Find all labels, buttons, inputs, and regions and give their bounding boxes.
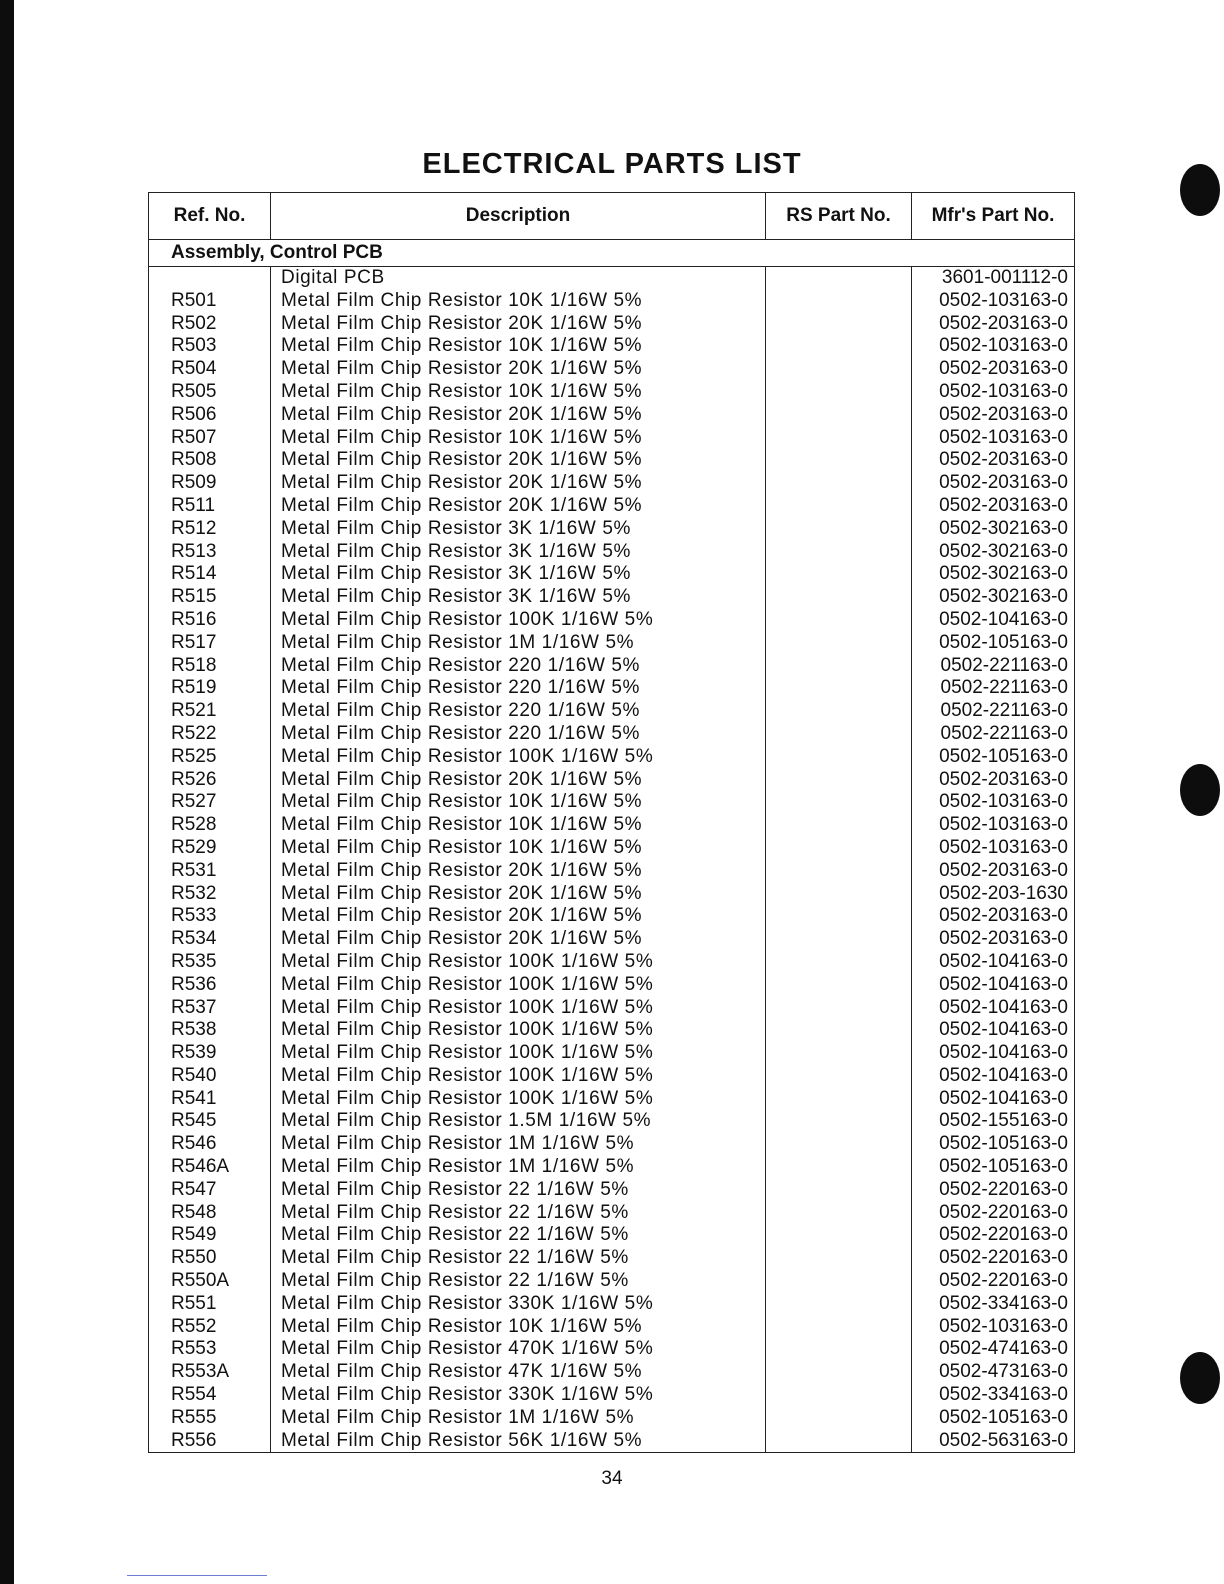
ref-cell: R536: [149, 974, 271, 997]
rs-part-cell: [766, 1293, 912, 1316]
mfr-part-cell: 0502-104163-0: [912, 974, 1075, 997]
scan-edge-bar: [0, 0, 14, 1584]
rs-part-cell: [766, 1361, 912, 1384]
description-cell: Metal Film Chip Resistor 220 1/16W 5%: [271, 700, 766, 723]
page-number: 34: [601, 1468, 623, 1489]
description-cell: Metal Film Chip Resistor 22 1/16W 5%: [271, 1202, 766, 1225]
rs-part-cell: [766, 1384, 912, 1407]
description-cell: Metal Film Chip Resistor 3K 1/16W 5%: [271, 586, 766, 609]
mfr-part-cell: 0502-103163-0: [912, 791, 1075, 814]
rs-part-cell: [766, 632, 912, 655]
part-row: [149, 335, 1075, 358]
part-row: [149, 541, 1075, 564]
description-cell: Metal Film Chip Resistor 3K 1/16W 5%: [271, 518, 766, 541]
part-row: [149, 586, 1075, 609]
part-row: [149, 1156, 1075, 1179]
ref-cell: R525: [149, 746, 271, 769]
description-cell: Metal Film Chip Resistor 100K 1/16W 5%: [271, 1019, 766, 1042]
part-row: [149, 814, 1075, 837]
part-row: [149, 928, 1075, 951]
rs-part-cell: [766, 883, 912, 906]
mfr-part-cell: 0502-220163-0: [912, 1202, 1075, 1225]
rs-part-cell: [766, 290, 912, 313]
mfr-part-cell: 0502-104163-0: [912, 609, 1075, 632]
description-cell: Metal Film Chip Resistor 330K 1/16W 5%: [271, 1293, 766, 1316]
ref-cell: R501: [149, 290, 271, 313]
rs-part-cell: [766, 472, 912, 495]
rs-part-cell: [766, 609, 912, 632]
mfr-part-cell: 0502-105163-0: [912, 1407, 1075, 1430]
description-cell: Metal Film Chip Resistor 100K 1/16W 5%: [271, 1042, 766, 1065]
mfr-part-cell: 0502-203163-0: [912, 449, 1075, 472]
description-cell: Metal Film Chip Resistor 20K 1/16W 5%: [271, 495, 766, 518]
part-row: [149, 1202, 1075, 1225]
description-cell: Metal Film Chip Resistor 1.5M 1/16W 5%: [271, 1110, 766, 1133]
rs-part-cell: [766, 381, 912, 404]
part-row: [149, 495, 1075, 518]
rs-part-cell: [766, 746, 912, 769]
ref-cell: R506: [149, 404, 271, 427]
description-cell: Metal Film Chip Resistor 3K 1/16W 5%: [271, 541, 766, 564]
mfr-part-cell: 0502-221163-0: [912, 723, 1075, 746]
section-row: [149, 240, 1075, 267]
part-row: [149, 1316, 1075, 1339]
rs-part-cell: [766, 860, 912, 883]
mfr-part-cell: 0502-203163-0: [912, 358, 1075, 381]
description-cell: Metal Film Chip Resistor 100K 1/16W 5%: [271, 974, 766, 997]
part-row: [149, 267, 1075, 290]
ref-cell: R537: [149, 997, 271, 1020]
ref-cell: R516: [149, 609, 271, 632]
ref-cell: R554: [149, 1384, 271, 1407]
ref-cell: R515: [149, 586, 271, 609]
rs-part-cell: [766, 1430, 912, 1453]
description-cell: Metal Film Chip Resistor 56K 1/16W 5%: [271, 1430, 766, 1453]
part-row: [149, 313, 1075, 336]
mfr-part-cell: 0502-203163-0: [912, 769, 1075, 792]
mfr-part-cell: 0502-203163-0: [912, 928, 1075, 951]
mfr-part-cell: 0502-220163-0: [912, 1179, 1075, 1202]
description-cell: Metal Film Chip Resistor 22 1/16W 5%: [271, 1224, 766, 1247]
rs-part-cell: [766, 723, 912, 746]
header-row: [149, 193, 1075, 240]
ref-cell: R548: [149, 1202, 271, 1225]
description-cell: Metal Film Chip Resistor 330K 1/16W 5%: [271, 1384, 766, 1407]
rs-part-cell: [766, 404, 912, 427]
part-row: [149, 1338, 1075, 1361]
binder-hole-bottom: [1180, 1352, 1220, 1404]
ref-cell: R534: [149, 928, 271, 951]
mfr-part-cell: 0502-220163-0: [912, 1270, 1075, 1293]
description-cell: Metal Film Chip Resistor 1M 1/16W 5%: [271, 632, 766, 655]
description-cell: Metal Film Chip Resistor 220 1/16W 5%: [271, 723, 766, 746]
mfr-part-cell: 0502-105163-0: [912, 632, 1075, 655]
mfr-part-cell: 0502-105163-0: [912, 1156, 1075, 1179]
part-row: [149, 905, 1075, 928]
part-row: [149, 404, 1075, 427]
mfr-part-cell: 0502-105163-0: [912, 746, 1075, 769]
ref-cell: R508: [149, 449, 271, 472]
mfr-part-cell: 0502-104163-0: [912, 1019, 1075, 1042]
description-cell: Metal Film Chip Resistor 100K 1/16W 5%: [271, 746, 766, 769]
part-row: [149, 518, 1075, 541]
rs-part-cell: [766, 313, 912, 336]
part-row: [149, 1247, 1075, 1270]
mfr-part-cell: 0502-203163-0: [912, 313, 1075, 336]
parts-body: [149, 240, 1075, 1453]
mfr-part-cell: 0502-203-1630: [912, 883, 1075, 906]
ref-cell: R509: [149, 472, 271, 495]
mfr-part-cell: 0502-474163-0: [912, 1338, 1075, 1361]
mfr-part-cell: 0502-473163-0: [912, 1361, 1075, 1384]
rs-part-cell: [766, 1316, 912, 1339]
mfr-part-cell: 0502-334163-0: [912, 1384, 1075, 1407]
ref-cell: R550: [149, 1247, 271, 1270]
mfr-part-cell: 0502-155163-0: [912, 1110, 1075, 1133]
rs-part-cell: [766, 1247, 912, 1270]
rs-part-cell: [766, 655, 912, 678]
rs-part-cell: [766, 1224, 912, 1247]
part-row: [149, 951, 1075, 974]
description-cell: Metal Film Chip Resistor 100K 1/16W 5%: [271, 951, 766, 974]
mfr-part-cell: 0502-221163-0: [912, 700, 1075, 723]
part-row: [149, 997, 1075, 1020]
description-cell: Metal Film Chip Resistor 10K 1/16W 5%: [271, 290, 766, 313]
part-row: [149, 1019, 1075, 1042]
ref-cell: R514: [149, 563, 271, 586]
part-row: [149, 1293, 1075, 1316]
mfr-part-cell: 0502-104163-0: [912, 997, 1075, 1020]
ref-cell: R521: [149, 700, 271, 723]
rs-part-cell: [766, 997, 912, 1020]
part-row: [149, 837, 1075, 860]
part-row: [149, 883, 1075, 906]
rs-part-cell: [766, 1088, 912, 1111]
part-row: [149, 700, 1075, 723]
ref-cell: R546A: [149, 1156, 271, 1179]
part-row: [149, 1042, 1075, 1065]
part-row: [149, 1384, 1075, 1407]
header-description: Description: [271, 193, 766, 240]
ref-cell: R545: [149, 1110, 271, 1133]
rs-part-cell: [766, 700, 912, 723]
ref-cell: R556: [149, 1430, 271, 1453]
description-cell: Metal Film Chip Resistor 10K 1/16W 5%: [271, 335, 766, 358]
mfr-part-cell: 0502-302163-0: [912, 563, 1075, 586]
ref-cell: R528: [149, 814, 271, 837]
part-row: [149, 563, 1075, 586]
ref-cell: R540: [149, 1065, 271, 1088]
rs-part-cell: [766, 951, 912, 974]
part-row: [149, 677, 1075, 700]
part-row: [149, 791, 1075, 814]
mfr-part-cell: 0502-334163-0: [912, 1293, 1075, 1316]
rs-part-cell: [766, 1338, 912, 1361]
description-cell: Metal Film Chip Resistor 1M 1/16W 5%: [271, 1407, 766, 1430]
part-row: [149, 472, 1075, 495]
rs-part-cell: [766, 267, 912, 290]
description-cell: Metal Film Chip Resistor 20K 1/16W 5%: [271, 883, 766, 906]
mfr-part-cell: 0502-203163-0: [912, 495, 1075, 518]
description-cell: Metal Film Chip Resistor 100K 1/16W 5%: [271, 609, 766, 632]
description-cell: Metal Film Chip Resistor 20K 1/16W 5%: [271, 358, 766, 381]
ref-cell: R535: [149, 951, 271, 974]
part-row: [149, 290, 1075, 313]
mfr-part-cell: 0502-103163-0: [912, 290, 1075, 313]
part-row: [149, 358, 1075, 381]
ref-cell: R522: [149, 723, 271, 746]
mfr-part-cell: 0502-104163-0: [912, 951, 1075, 974]
description-cell: Metal Film Chip Resistor 20K 1/16W 5%: [271, 905, 766, 928]
description-cell: Metal Film Chip Resistor 10K 1/16W 5%: [271, 791, 766, 814]
ref-cell: R531: [149, 860, 271, 883]
header-mfr-part-no: Mfr's Part No.: [912, 193, 1075, 240]
ref-cell: R519: [149, 677, 271, 700]
part-row: [149, 1179, 1075, 1202]
rs-part-cell: [766, 1156, 912, 1179]
part-row: [149, 1361, 1075, 1384]
part-row: [149, 632, 1075, 655]
part-row: [149, 1110, 1075, 1133]
mfr-part-cell: 0502-105163-0: [912, 1133, 1075, 1156]
ref-cell: R549: [149, 1224, 271, 1247]
description-cell: Metal Film Chip Resistor 3K 1/16W 5%: [271, 563, 766, 586]
part-row: [149, 1430, 1075, 1453]
header-ref-no: Ref. No.: [149, 193, 271, 240]
mfr-part-cell: 0502-563163-0: [912, 1430, 1075, 1453]
part-row: [149, 1065, 1075, 1088]
mfr-part-cell: 0502-302163-0: [912, 541, 1075, 564]
ref-cell: R551: [149, 1293, 271, 1316]
mfr-part-cell: 0502-302163-0: [912, 586, 1075, 609]
description-cell: Metal Film Chip Resistor 470K 1/16W 5%: [271, 1338, 766, 1361]
rs-part-cell: [766, 928, 912, 951]
ref-cell: R555: [149, 1407, 271, 1430]
description-cell: Metal Film Chip Resistor 100K 1/16W 5%: [271, 997, 766, 1020]
ref-cell: R552: [149, 1316, 271, 1339]
rs-part-cell: [766, 1407, 912, 1430]
description-cell: Metal Film Chip Resistor 1M 1/16W 5%: [271, 1133, 766, 1156]
ref-cell: R550A: [149, 1270, 271, 1293]
mfr-part-cell: 3601-001112-0: [912, 267, 1075, 290]
rs-part-cell: [766, 358, 912, 381]
part-row: [149, 723, 1075, 746]
description-cell: Metal Film Chip Resistor 1M 1/16W 5%: [271, 1156, 766, 1179]
part-row: [149, 746, 1075, 769]
ref-cell: R532: [149, 883, 271, 906]
part-row: [149, 1088, 1075, 1111]
rs-part-cell: [766, 791, 912, 814]
mfr-part-cell: 0502-203163-0: [912, 472, 1075, 495]
mfr-part-cell: 0502-103163-0: [912, 837, 1075, 860]
description-cell: Digital PCB: [271, 267, 766, 290]
part-row: [149, 860, 1075, 883]
mfr-part-cell: 0502-103163-0: [912, 335, 1075, 358]
ref-cell: R553A: [149, 1361, 271, 1384]
rs-part-cell: [766, 449, 912, 472]
description-cell: Metal Film Chip Resistor 47K 1/16W 5%: [271, 1361, 766, 1384]
rs-part-cell: [766, 1019, 912, 1042]
description-cell: Metal Film Chip Resistor 10K 1/16W 5%: [271, 427, 766, 450]
rs-part-cell: [766, 1042, 912, 1065]
part-row: [149, 655, 1075, 678]
ref-cell: R539: [149, 1042, 271, 1065]
mfr-part-cell: 0502-221163-0: [912, 655, 1075, 678]
mfr-part-cell: 0502-104163-0: [912, 1088, 1075, 1111]
description-cell: Metal Film Chip Resistor 10K 1/16W 5%: [271, 381, 766, 404]
ref-cell: R512: [149, 518, 271, 541]
description-cell: Metal Film Chip Resistor 20K 1/16W 5%: [271, 928, 766, 951]
mfr-part-cell: 0502-203163-0: [912, 404, 1075, 427]
mfr-part-cell: 0502-203163-0: [912, 860, 1075, 883]
description-cell: Metal Film Chip Resistor 22 1/16W 5%: [271, 1179, 766, 1202]
description-cell: Metal Film Chip Resistor 20K 1/16W 5%: [271, 404, 766, 427]
ref-cell: R503: [149, 335, 271, 358]
ref-cell: R504: [149, 358, 271, 381]
part-row: [149, 1133, 1075, 1156]
ref-cell: R553: [149, 1338, 271, 1361]
mfr-part-cell: 0502-221163-0: [912, 677, 1075, 700]
rs-part-cell: [766, 677, 912, 700]
description-cell: Metal Film Chip Resistor 20K 1/16W 5%: [271, 860, 766, 883]
rs-part-cell: [766, 974, 912, 997]
rs-part-cell: [766, 563, 912, 586]
ref-cell: [149, 267, 271, 290]
rs-part-cell: [766, 541, 912, 564]
description-cell: Metal Film Chip Resistor 20K 1/16W 5%: [271, 769, 766, 792]
description-cell: Metal Film Chip Resistor 22 1/16W 5%: [271, 1247, 766, 1270]
rs-part-cell: [766, 837, 912, 860]
page-title: ELECTRICAL PARTS LIST: [422, 148, 802, 180]
header-rs-part-no: RS Part No.: [766, 193, 912, 240]
rs-part-cell: [766, 586, 912, 609]
mfr-part-cell: 0502-103163-0: [912, 1316, 1075, 1339]
description-cell: Metal Film Chip Resistor 22 1/16W 5%: [271, 1270, 766, 1293]
mfr-part-cell: 0502-220163-0: [912, 1247, 1075, 1270]
mfr-part-cell: 0502-103163-0: [912, 814, 1075, 837]
description-cell: Metal Film Chip Resistor 20K 1/16W 5%: [271, 449, 766, 472]
description-cell: Metal Film Chip Resistor 220 1/16W 5%: [271, 655, 766, 678]
ref-cell: R507: [149, 427, 271, 450]
ref-cell: R541: [149, 1088, 271, 1111]
ref-cell: R538: [149, 1019, 271, 1042]
rs-part-cell: [766, 1179, 912, 1202]
bottom-rule: [127, 1575, 267, 1576]
ref-cell: R518: [149, 655, 271, 678]
ref-cell: R546: [149, 1133, 271, 1156]
description-cell: Metal Film Chip Resistor 20K 1/16W 5%: [271, 313, 766, 336]
rs-part-cell: [766, 905, 912, 928]
ref-cell: R511: [149, 495, 271, 518]
part-row: [149, 381, 1075, 404]
rs-part-cell: [766, 335, 912, 358]
part-row: [149, 1224, 1075, 1247]
rs-part-cell: [766, 518, 912, 541]
part-row: [149, 1270, 1075, 1293]
part-row: [149, 609, 1075, 632]
part-row: [149, 974, 1075, 997]
ref-cell: R526: [149, 769, 271, 792]
rs-part-cell: [766, 814, 912, 837]
rs-part-cell: [766, 1065, 912, 1088]
rs-part-cell: [766, 1270, 912, 1293]
mfr-part-cell: 0502-103163-0: [912, 381, 1075, 404]
rs-part-cell: [766, 1133, 912, 1156]
description-cell: Metal Film Chip Resistor 10K 1/16W 5%: [271, 1316, 766, 1339]
mfr-part-cell: 0502-220163-0: [912, 1224, 1075, 1247]
ref-cell: R527: [149, 791, 271, 814]
rs-part-cell: [766, 769, 912, 792]
part-row: [149, 769, 1075, 792]
mfr-part-cell: 0502-203163-0: [912, 905, 1075, 928]
ref-cell: R502: [149, 313, 271, 336]
description-cell: Metal Film Chip Resistor 100K 1/16W 5%: [271, 1088, 766, 1111]
part-row: [149, 1407, 1075, 1430]
ref-cell: R513: [149, 541, 271, 564]
ref-cell: R505: [149, 381, 271, 404]
binder-hole-middle: [1180, 764, 1220, 816]
description-cell: Metal Film Chip Resistor 220 1/16W 5%: [271, 677, 766, 700]
rs-part-cell: [766, 427, 912, 450]
mfr-part-cell: 0502-104163-0: [912, 1065, 1075, 1088]
description-cell: Metal Film Chip Resistor 10K 1/16W 5%: [271, 814, 766, 837]
ref-cell: R529: [149, 837, 271, 860]
mfr-part-cell: 0502-302163-0: [912, 518, 1075, 541]
description-cell: Metal Film Chip Resistor 100K 1/16W 5%: [271, 1065, 766, 1088]
description-cell: Metal Film Chip Resistor 20K 1/16W 5%: [271, 472, 766, 495]
ref-cell: R547: [149, 1179, 271, 1202]
rs-part-cell: [766, 1202, 912, 1225]
rs-part-cell: [766, 495, 912, 518]
section-title: Assembly, Control PCB: [149, 240, 1075, 267]
ref-cell: R533: [149, 905, 271, 928]
mfr-part-cell: 0502-103163-0: [912, 427, 1075, 450]
parts-table: [148, 192, 1075, 1453]
rs-part-cell: [766, 1110, 912, 1133]
ref-cell: R517: [149, 632, 271, 655]
mfr-part-cell: 0502-104163-0: [912, 1042, 1075, 1065]
part-row: [149, 427, 1075, 450]
description-cell: Metal Film Chip Resistor 10K 1/16W 5%: [271, 837, 766, 860]
part-row: [149, 449, 1075, 472]
